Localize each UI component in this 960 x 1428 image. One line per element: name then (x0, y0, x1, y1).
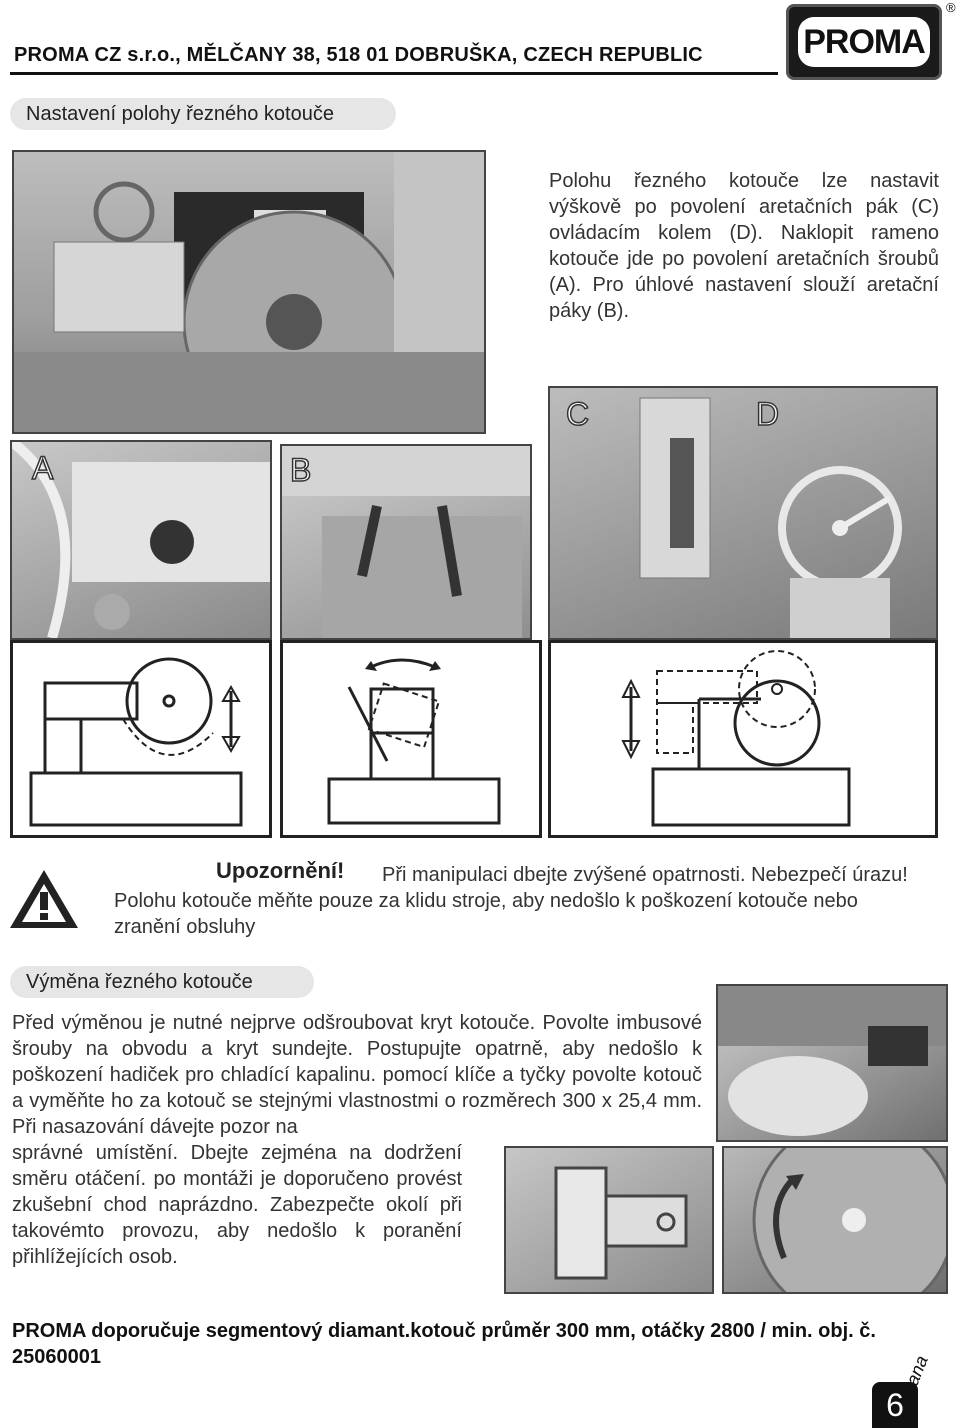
blade-direction-illustration (724, 1148, 946, 1292)
blade-position-description: Polohu řezného kotouče lze nastavit výškově po povolení aretačních pák (C) ovládacím kolem (D). Naklopit rameno kotouče jde po povolení aretačních šroubů (A). Pro úhlové nastavení slouží aretační páky (B). (549, 170, 939, 322)
label-c: C (566, 396, 590, 432)
photo-bolt (504, 1146, 714, 1294)
warning-title: Upozornění! (216, 858, 345, 883)
levers-wheel-illustration (550, 388, 936, 638)
height-diagram (551, 643, 935, 835)
tilt-arm-diagram (13, 643, 269, 835)
angle-diagram (283, 643, 539, 835)
photo-hand-wrench (716, 984, 948, 1142)
angle-levers-illustration (282, 446, 530, 638)
machine-illustration (14, 152, 484, 432)
bolt-illustration (506, 1148, 712, 1292)
photo-b (280, 444, 532, 640)
hand-wrench-illustration (718, 986, 946, 1140)
photo-a (10, 440, 272, 640)
page-number: 6 (872, 1382, 918, 1428)
label-b: B (290, 452, 312, 488)
diagram-height (548, 640, 938, 838)
proma-logo (786, 4, 942, 80)
recommendation-text: PROMA doporučuje segmentový diamant.kotouč průměr 300 mm, otáčky 2800 / min. obj. č. 25060001 (12, 1320, 876, 1368)
warning-icon (8, 866, 80, 932)
header-rule (10, 72, 778, 75)
section-title-blade-replacement: Výměna řezného kotouče (10, 966, 314, 998)
label-d: D (756, 396, 780, 432)
replacement-text-part1: Před výměnou je nutné nejprve odšroubovat kryt kotouče. Povolte imbusové šrouby na obvodu a kryt sundejte. Postupujte opatrně, aby nedošlo k poškození hadiček pro chladící kapalinu. pomocí klíče a tyčky povolte kotouč a vyměňte ho za kotouč se stejnými vlastnostmi o rozměrech 300 x 25,4 mm. Při nasazování dávejte pozor na (12, 1012, 702, 1138)
registered-mark: ® (946, 0, 956, 15)
logo-text: PROMA (803, 22, 925, 61)
machine-photo (12, 150, 486, 434)
photo-blade-direction (722, 1146, 948, 1294)
label-a: A (32, 450, 54, 486)
diagram-tilt-arm (10, 640, 272, 838)
photo-c-d (548, 386, 938, 640)
replacement-text-part2: správné umístění. Dbejte zejména na dodržení směru otáčení. po montáži je doporučeno provést zkušební chod naprázdno. Zabezpečte okolí při takovémto provozu, aby nedošlo k poranění přihlížejících osob. (12, 1142, 462, 1268)
page-word: strana (894, 1352, 932, 1407)
section-title-blade-position: Nastavení polohy řezného kotouče (10, 98, 396, 130)
company-address: PROMA CZ s.r.o., MĚLČANY 38, 518 01 DOBRUŠKA, CZECH REPUBLIC (14, 44, 703, 66)
diagram-angle (280, 640, 542, 838)
warning-text: Při manipulaci dbejte zvýšené opatrnosti. Nebezpečí úrazu! Polohu kotouče měňte pouze za klidu stroje, aby nedošlo k poškození kotouče nebo zranění obsluhy (114, 864, 908, 938)
